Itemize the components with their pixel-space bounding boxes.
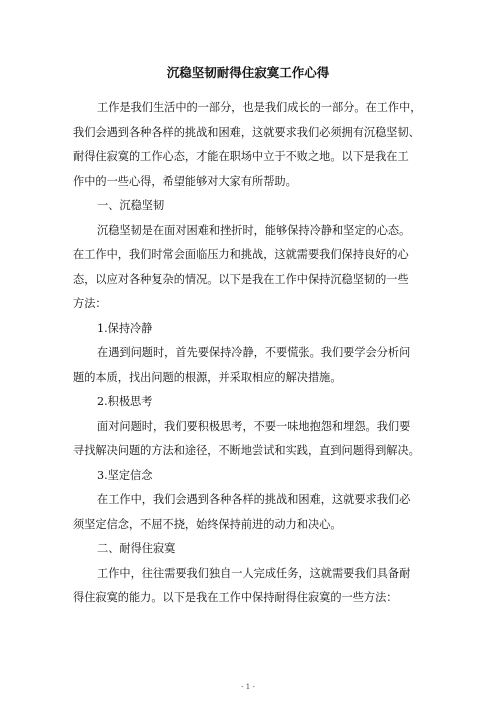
paragraph-line: 方法： (73, 297, 107, 310)
paragraph-line: 工作中，往往需要我们独自一人完成任务，这就需要我们具备耐 (97, 566, 411, 580)
paragraph-line: 面对问题时，我们要积极思考，不要一味地抱怨和埋怨。我们要 (97, 419, 411, 433)
subsection-heading: 1.保持冷静 (97, 321, 153, 335)
paragraph-line: 须坚定信念，不屈不挠，始终保持前进的动力和决心。 (73, 517, 342, 531)
paragraph-line: 在工作中，我们时常会面临压力和挑战，这就需要我们保持良好的心 (73, 248, 409, 261)
section-heading: 二、耐得住寂寞 (97, 542, 176, 555)
paragraph-line: 寻找解决问题的方法和途径，不断地尝试和实践，直到问题得到解决。 (73, 444, 420, 457)
intro-line: 耐得住寂寞的工作心态，才能在职场中立于不败之地。以下是我在工 (73, 150, 409, 163)
page-number: - 1 - (241, 683, 255, 691)
intro-line: 工作是我们生活中的一部分，也是我们成长的一部分。在工作中， (97, 101, 422, 114)
paragraph-line: 得住寂寞的能力。以下是我在工作中保持耐得住寂寞的一些方法： (73, 591, 398, 604)
paragraph-line: 态，以应对各种复杂的情况。以下是我在工作中保持沉稳坚韧的一些 (73, 272, 409, 286)
paragraph-line: 沉稳坚韧是在面对困难和挫折时，能够保持冷静和坚定的心态。 (97, 223, 411, 237)
paragraph-line: 在遇到问题时，首先要保持冷静，不要慌张。我们要学会分析问 (97, 346, 411, 359)
document-title: 沉稳坚韧耐得住寂寞工作心得 (166, 65, 330, 80)
subsection-heading: 3.坚定信念 (97, 468, 153, 482)
intro-line: 作中的一些心得，希望能够对大家有所帮助。 (73, 174, 297, 188)
intro-line: 我们会遇到各种各样的挑战和困难，这就要求我们必须拥有沉稳坚韧、 (73, 125, 420, 139)
document-body (73, 96, 433, 611)
paragraph-line: 在工作中，我们会遇到各种各样的挑战和困难，这就要求我们必 (97, 493, 411, 506)
section-heading: 一、沉稳坚韧 (97, 199, 165, 212)
subsection-heading: 2.积极思考 (97, 395, 153, 408)
paragraph-line: 题的本质，找出问题的根源，并采取相应的解决措施。 (73, 370, 342, 384)
